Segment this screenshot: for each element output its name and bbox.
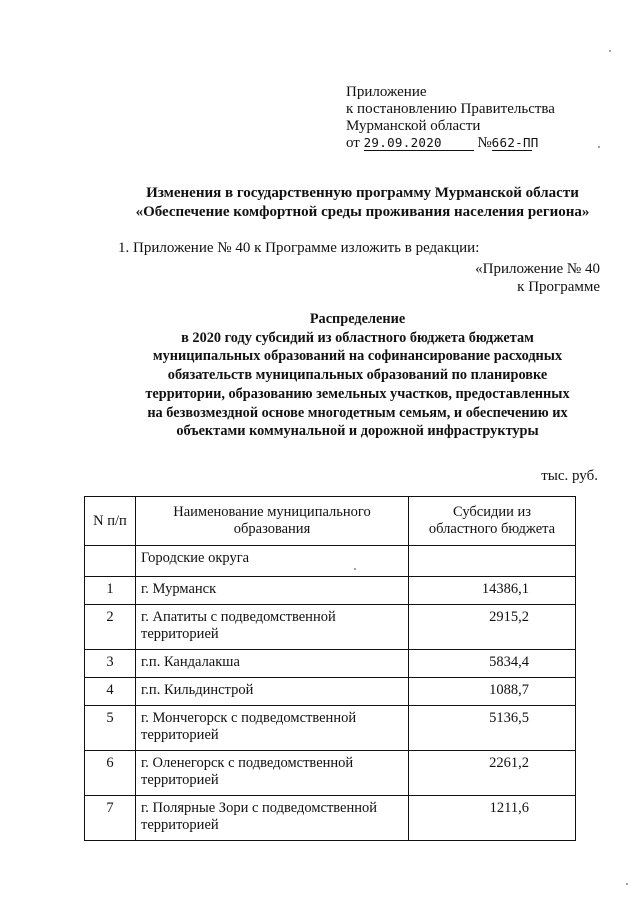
- row-name: г. Мурманск: [136, 577, 409, 605]
- row-name: г.п. Кильдинстрой: [136, 678, 409, 706]
- title-line-1: Изменения в государственную программу Мурманской области: [146, 185, 579, 201]
- header-name: [136, 497, 409, 546]
- annex-line-1: «Приложение № 40: [475, 261, 600, 277]
- header-sum-line-1: Субсидии из: [453, 504, 531, 520]
- header-name-line-1: Наименование муниципального: [173, 504, 371, 520]
- row-num: 1: [85, 577, 136, 605]
- document-title: [100, 184, 625, 222]
- heading-line-4: обязательств муниципальных образований по планировке: [167, 367, 548, 384]
- row-name: г. Полярные Зори с подведомственной территорией: [136, 796, 409, 841]
- annex-reference: [475, 260, 600, 296]
- header-sum: [409, 497, 576, 546]
- group-label: Городские округа: [136, 546, 409, 577]
- scan-speck: [354, 568, 356, 570]
- appendix-line-1: Приложение: [346, 84, 427, 100]
- row-name: г.п. Кандалакша: [136, 650, 409, 678]
- scan-speck: [626, 883, 628, 885]
- heading-line-5: территории, образованию земельных участков, предоставленных: [145, 385, 570, 402]
- table-row: [85, 751, 576, 796]
- header-name-line-2: образования: [233, 521, 311, 537]
- row-name: г. Апатиты с подведомственной территорией: [136, 605, 409, 650]
- table-row: [85, 706, 576, 751]
- row-name: г. Мончегорск с подведомственной территорией: [136, 706, 409, 751]
- group-num-cell: [85, 546, 136, 577]
- number-prefix: №: [477, 135, 492, 151]
- row-sum: 5136,5: [409, 706, 576, 751]
- group-row: [85, 546, 576, 577]
- table-row: [85, 605, 576, 650]
- date-prefix: от: [346, 135, 360, 151]
- row-sum: 1211,6: [409, 796, 576, 841]
- row-num: 7: [85, 796, 136, 841]
- distribution-heading: [85, 310, 630, 441]
- resolution-date: 29.09.2020: [364, 136, 474, 151]
- subsidy-table: [84, 496, 576, 841]
- table-row: [85, 796, 576, 841]
- appendix-date-line: [346, 135, 555, 152]
- row-sum: 1088,7: [409, 678, 576, 706]
- group-sum-cell: [409, 546, 576, 577]
- heading-line-2: в 2020 году субсидий из областного бюджета бюджетам: [181, 329, 534, 346]
- table-row: [85, 650, 576, 678]
- row-sum: 2915,2: [409, 605, 576, 650]
- row-num: 5: [85, 706, 136, 751]
- table-header-row: [85, 497, 576, 546]
- row-sum: 5834,4: [409, 650, 576, 678]
- heading-line-3: муниципальных образований на софинансирование расходных: [152, 348, 563, 365]
- appendix-line-3: Мурманской области: [346, 118, 481, 134]
- row-sum: 2261,2: [409, 751, 576, 796]
- row-num: 4: [85, 678, 136, 706]
- header-num: N п/п: [85, 497, 136, 546]
- scan-speck: [598, 146, 600, 148]
- row-name: г. Оленегорск с подведомственной территорией: [136, 751, 409, 796]
- scan-speck: [609, 50, 611, 52]
- units-label: тыс. руб.: [541, 468, 598, 484]
- annex-line-2: к Программе: [517, 279, 600, 295]
- table-row: [85, 577, 576, 605]
- row-num: 2: [85, 605, 136, 650]
- title-line-2: «Обеспечение комфортной среды проживания населения региона»: [135, 204, 590, 220]
- header-sum-line-2: областного бюджета: [428, 521, 556, 537]
- appendix-header: [346, 84, 555, 152]
- heading-line-7: объектами коммунальной и дорожной инфраструктуры: [176, 423, 539, 440]
- table-row: [85, 678, 576, 706]
- appendix-line-2: к постановлению Правительства: [346, 101, 555, 117]
- row-num: 6: [85, 751, 136, 796]
- row-num: 3: [85, 650, 136, 678]
- row-sum: 14386,1: [409, 577, 576, 605]
- item-1-text: 1. Приложение № 40 к Программе изложить в редакции:: [118, 240, 480, 256]
- heading-line-6: на безвозмездной основе многодетным семьям, и обеспечению их: [147, 404, 568, 421]
- heading-line-1: Распределение: [309, 311, 406, 327]
- resolution-number: 662-ПП: [491, 135, 539, 150]
